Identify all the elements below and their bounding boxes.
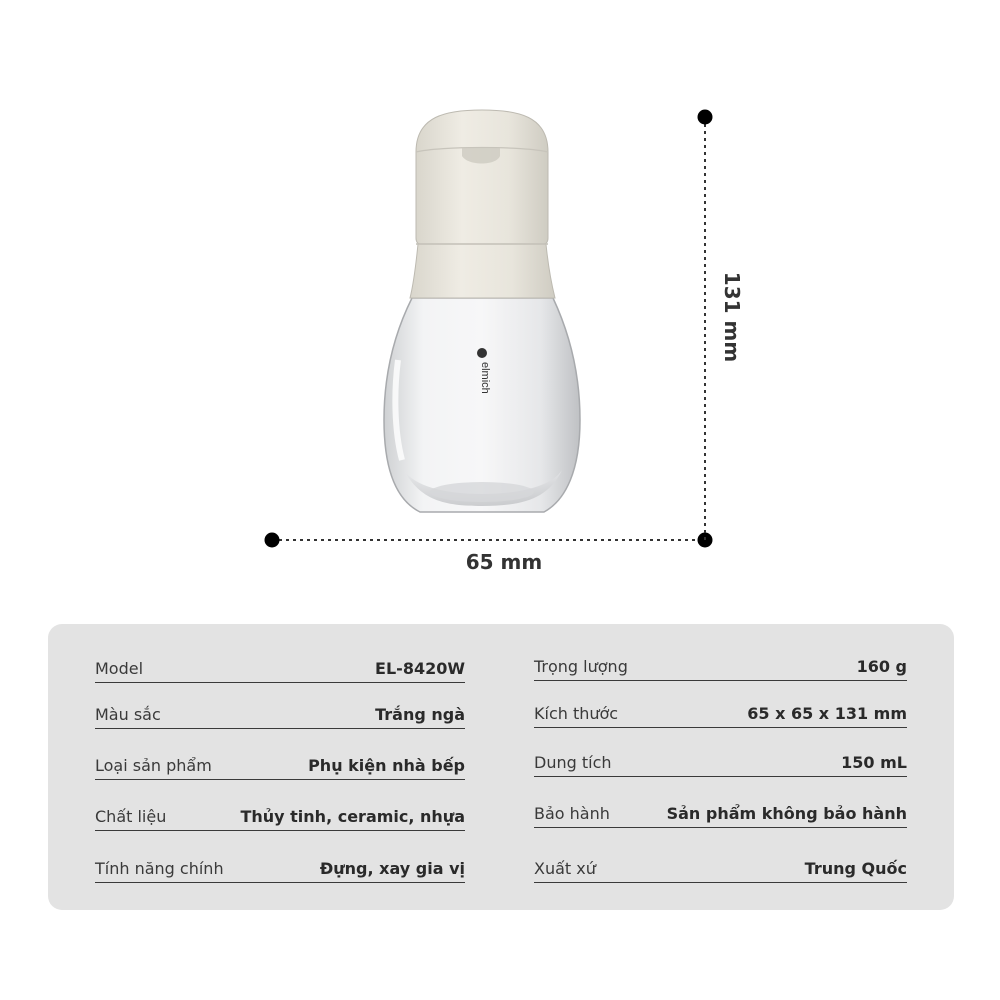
spec-row-origin [534, 848, 907, 883]
spec-label: Trọng lượng [534, 657, 628, 676]
spec-row-color [95, 694, 465, 729]
spec-value: Trung Quốc [804, 859, 907, 878]
spec-row-warranty [534, 793, 907, 828]
grinder-cap [416, 110, 548, 244]
spec-panel [48, 624, 954, 910]
spec-value: Thủy tinh, ceramic, nhựa [240, 807, 465, 826]
spec-value: Phụ kiện nhà bếp [308, 756, 465, 775]
spec-row-product-type [95, 745, 465, 780]
grinder-collar [410, 244, 555, 298]
spec-value: 150 mL [841, 753, 907, 772]
spec-label: Kích thước [534, 704, 619, 723]
spec-label: Loại sản phẩm [95, 756, 212, 775]
dimension-dot-icon [698, 110, 713, 125]
spec-label: Chất liệu [95, 807, 167, 826]
spec-row-weight [534, 646, 907, 681]
spec-label: Dung tích [534, 753, 612, 772]
width-label: 65 mm [465, 550, 543, 574]
spec-label: Bảo hành [534, 804, 610, 823]
brand-logo-icon [477, 348, 487, 358]
spec-row-main-feature [95, 848, 465, 883]
spec-label: Xuất xứ [534, 859, 596, 878]
spec-value: Đựng, xay gia vị [319, 859, 465, 878]
spec-label: Tính năng chính [95, 859, 224, 878]
spec-label: Màu sắc [95, 705, 161, 724]
dimension-dot-icon [265, 533, 280, 548]
spec-value: 65 x 65 x 131 mm [747, 704, 907, 723]
spec-row-material [95, 796, 465, 831]
brand-mark: elmich [479, 362, 491, 394]
spec-row-dimensions [534, 693, 907, 728]
height-label: 131 mm [720, 271, 744, 363]
spec-row-capacity [534, 742, 907, 777]
spec-value: Trắng ngà [375, 705, 465, 724]
spec-row-model [95, 648, 465, 683]
spec-value: 160 g [856, 657, 907, 676]
spec-value: EL-8420W [375, 659, 465, 678]
spec-label: Model [95, 659, 144, 678]
spec-value: Sản phẩm không bảo hành [666, 804, 907, 823]
